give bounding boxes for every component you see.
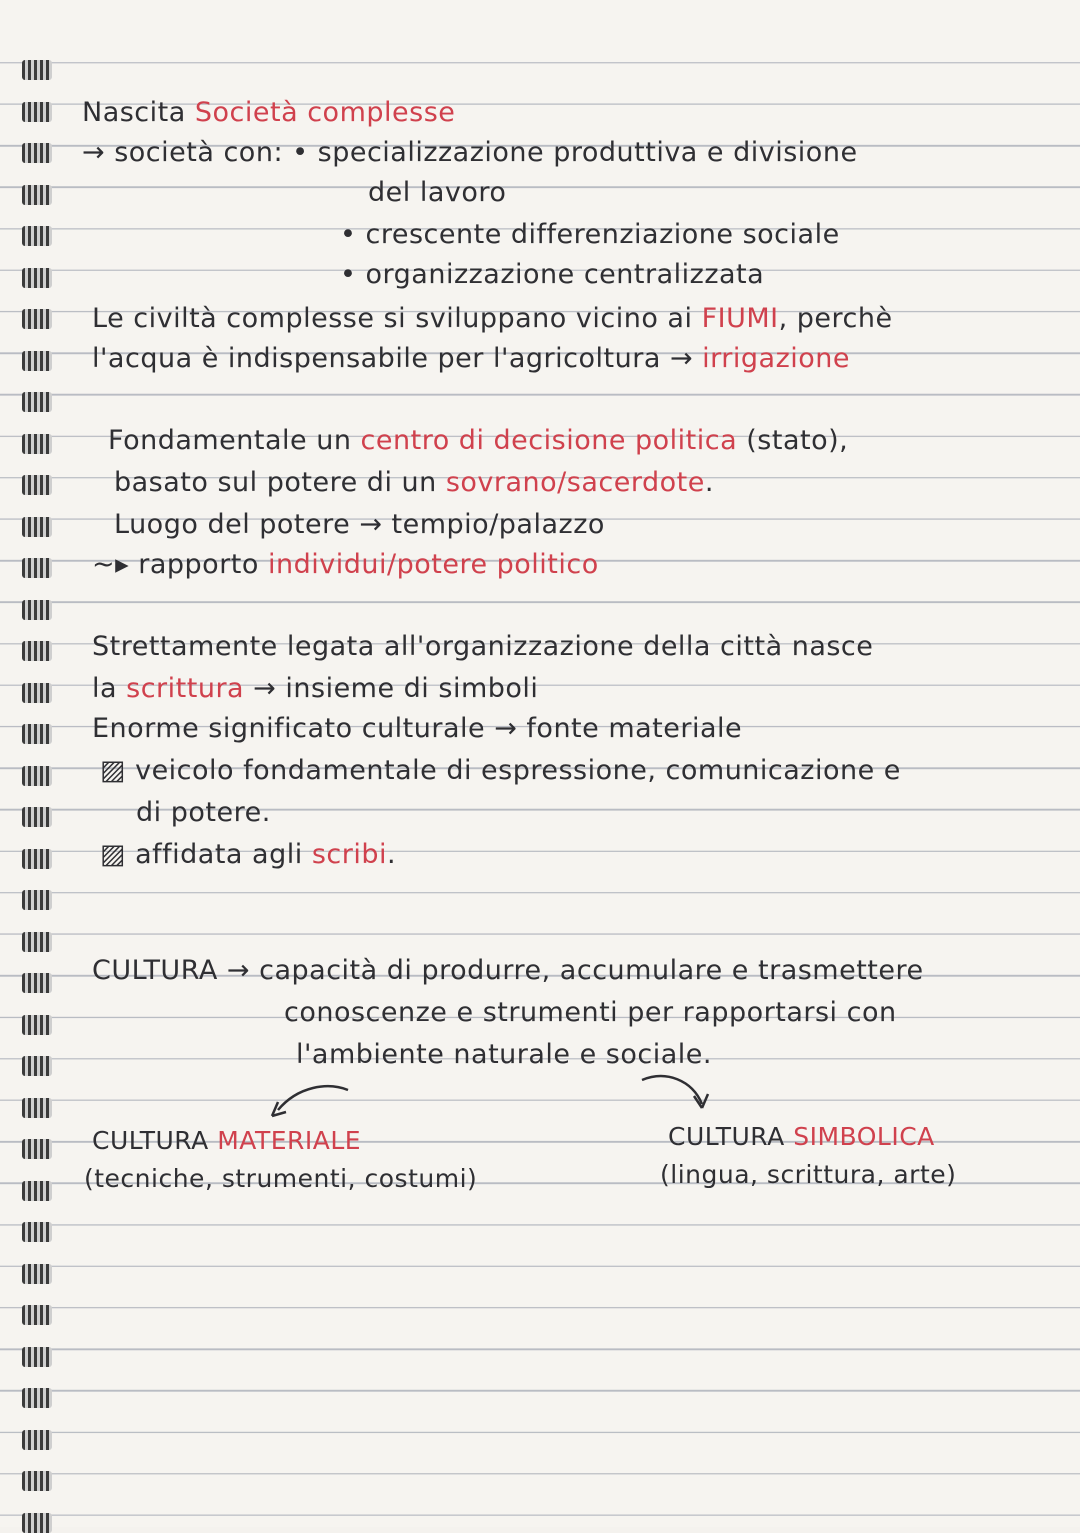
text-line: CULTURA MATERIALE [92, 1126, 362, 1155]
text-line: CULTURA → capacità di produrre, accumulare e trasmettere [92, 955, 924, 986]
spiral-ring [22, 849, 52, 869]
text-line: basato sul potere di un sovrano/sacerdote. [114, 467, 714, 498]
spiral-ring [22, 1264, 52, 1284]
spiral-ring [22, 434, 52, 454]
text-line: l'acqua è indispensabile per l'agricoltura → irrigazione [92, 343, 851, 374]
text-line: ▨ veicolo fondamentale di espressione, comunicazione e [100, 755, 901, 786]
spiral-ring [22, 1471, 52, 1491]
spiral-ring [22, 1098, 52, 1118]
spiral-ring [22, 890, 52, 910]
arrow-right-icon [636, 1070, 726, 1120]
spiral-ring [22, 641, 52, 661]
text-line: Luogo del potere → tempio/palazzo [114, 509, 605, 540]
spiral-ring [22, 1139, 52, 1159]
text-line: conoscenze e strumenti per rapportarsi con [284, 997, 897, 1028]
text-line: (lingua, scrittura, arte) [660, 1160, 957, 1189]
spiral-ring [22, 932, 52, 952]
spiral-ring [22, 807, 52, 827]
spiral-ring [22, 351, 52, 371]
text-line: del lavoro [368, 177, 507, 208]
spiral-ring [22, 683, 52, 703]
spiral-ring [22, 724, 52, 744]
spiral-ring [22, 268, 52, 288]
text-line: la scrittura → insieme di simboli [92, 673, 539, 704]
spiral-ring [22, 766, 52, 786]
text-line: → società con: • specializzazione produttiva e divisione [82, 137, 858, 168]
spiral-ring [22, 102, 52, 122]
highlight-term: Società complesse [194, 97, 456, 128]
text-line: Le civiltà complesse si sviluppano vicino ai FIUMI, perchè [92, 303, 893, 334]
text-line: l'ambiente naturale e sociale. [296, 1039, 712, 1070]
spiral-binding [0, 0, 70, 1527]
heading-nascita: Nascita Società complesse [82, 97, 456, 128]
text-line: Fondamentale un centro di decisione politica (stato), [108, 425, 849, 456]
spiral-ring [22, 1015, 52, 1035]
spiral-ring [22, 973, 52, 993]
text-line: ~▸ rapporto individui/potere politico [92, 549, 599, 580]
spiral-ring [22, 1222, 52, 1242]
text-line: di potere. [136, 797, 271, 828]
spiral-ring [22, 1305, 52, 1325]
spiral-ring [22, 185, 52, 205]
spiral-ring [22, 1181, 52, 1201]
spiral-ring [22, 1513, 52, 1533]
spiral-ring [22, 226, 52, 246]
text-line: ▨ affidata agli scribi. [100, 839, 397, 870]
spiral-ring [22, 60, 52, 80]
text-line: Enorme significato culturale → fonte materiale [92, 713, 743, 744]
spiral-ring [22, 392, 52, 412]
spiral-ring [22, 600, 52, 620]
text-line: CULTURA SIMBOLICA [668, 1122, 935, 1151]
spiral-ring [22, 558, 52, 578]
spiral-ring [22, 1388, 52, 1408]
spiral-ring [22, 1430, 52, 1450]
text-line: (tecniche, strumenti, costumi) [84, 1164, 478, 1193]
spiral-ring [22, 475, 52, 495]
spiral-ring [22, 1056, 52, 1076]
spiral-ring [22, 143, 52, 163]
spiral-ring [22, 517, 52, 537]
spiral-ring [22, 309, 52, 329]
spiral-ring [22, 1347, 52, 1367]
text-line: Strettamente legata all'organizzazione della città nasce [92, 631, 874, 662]
text-line: • organizzazione centralizzata [340, 259, 765, 290]
text-line: • crescente differenziazione sociale [340, 219, 840, 250]
